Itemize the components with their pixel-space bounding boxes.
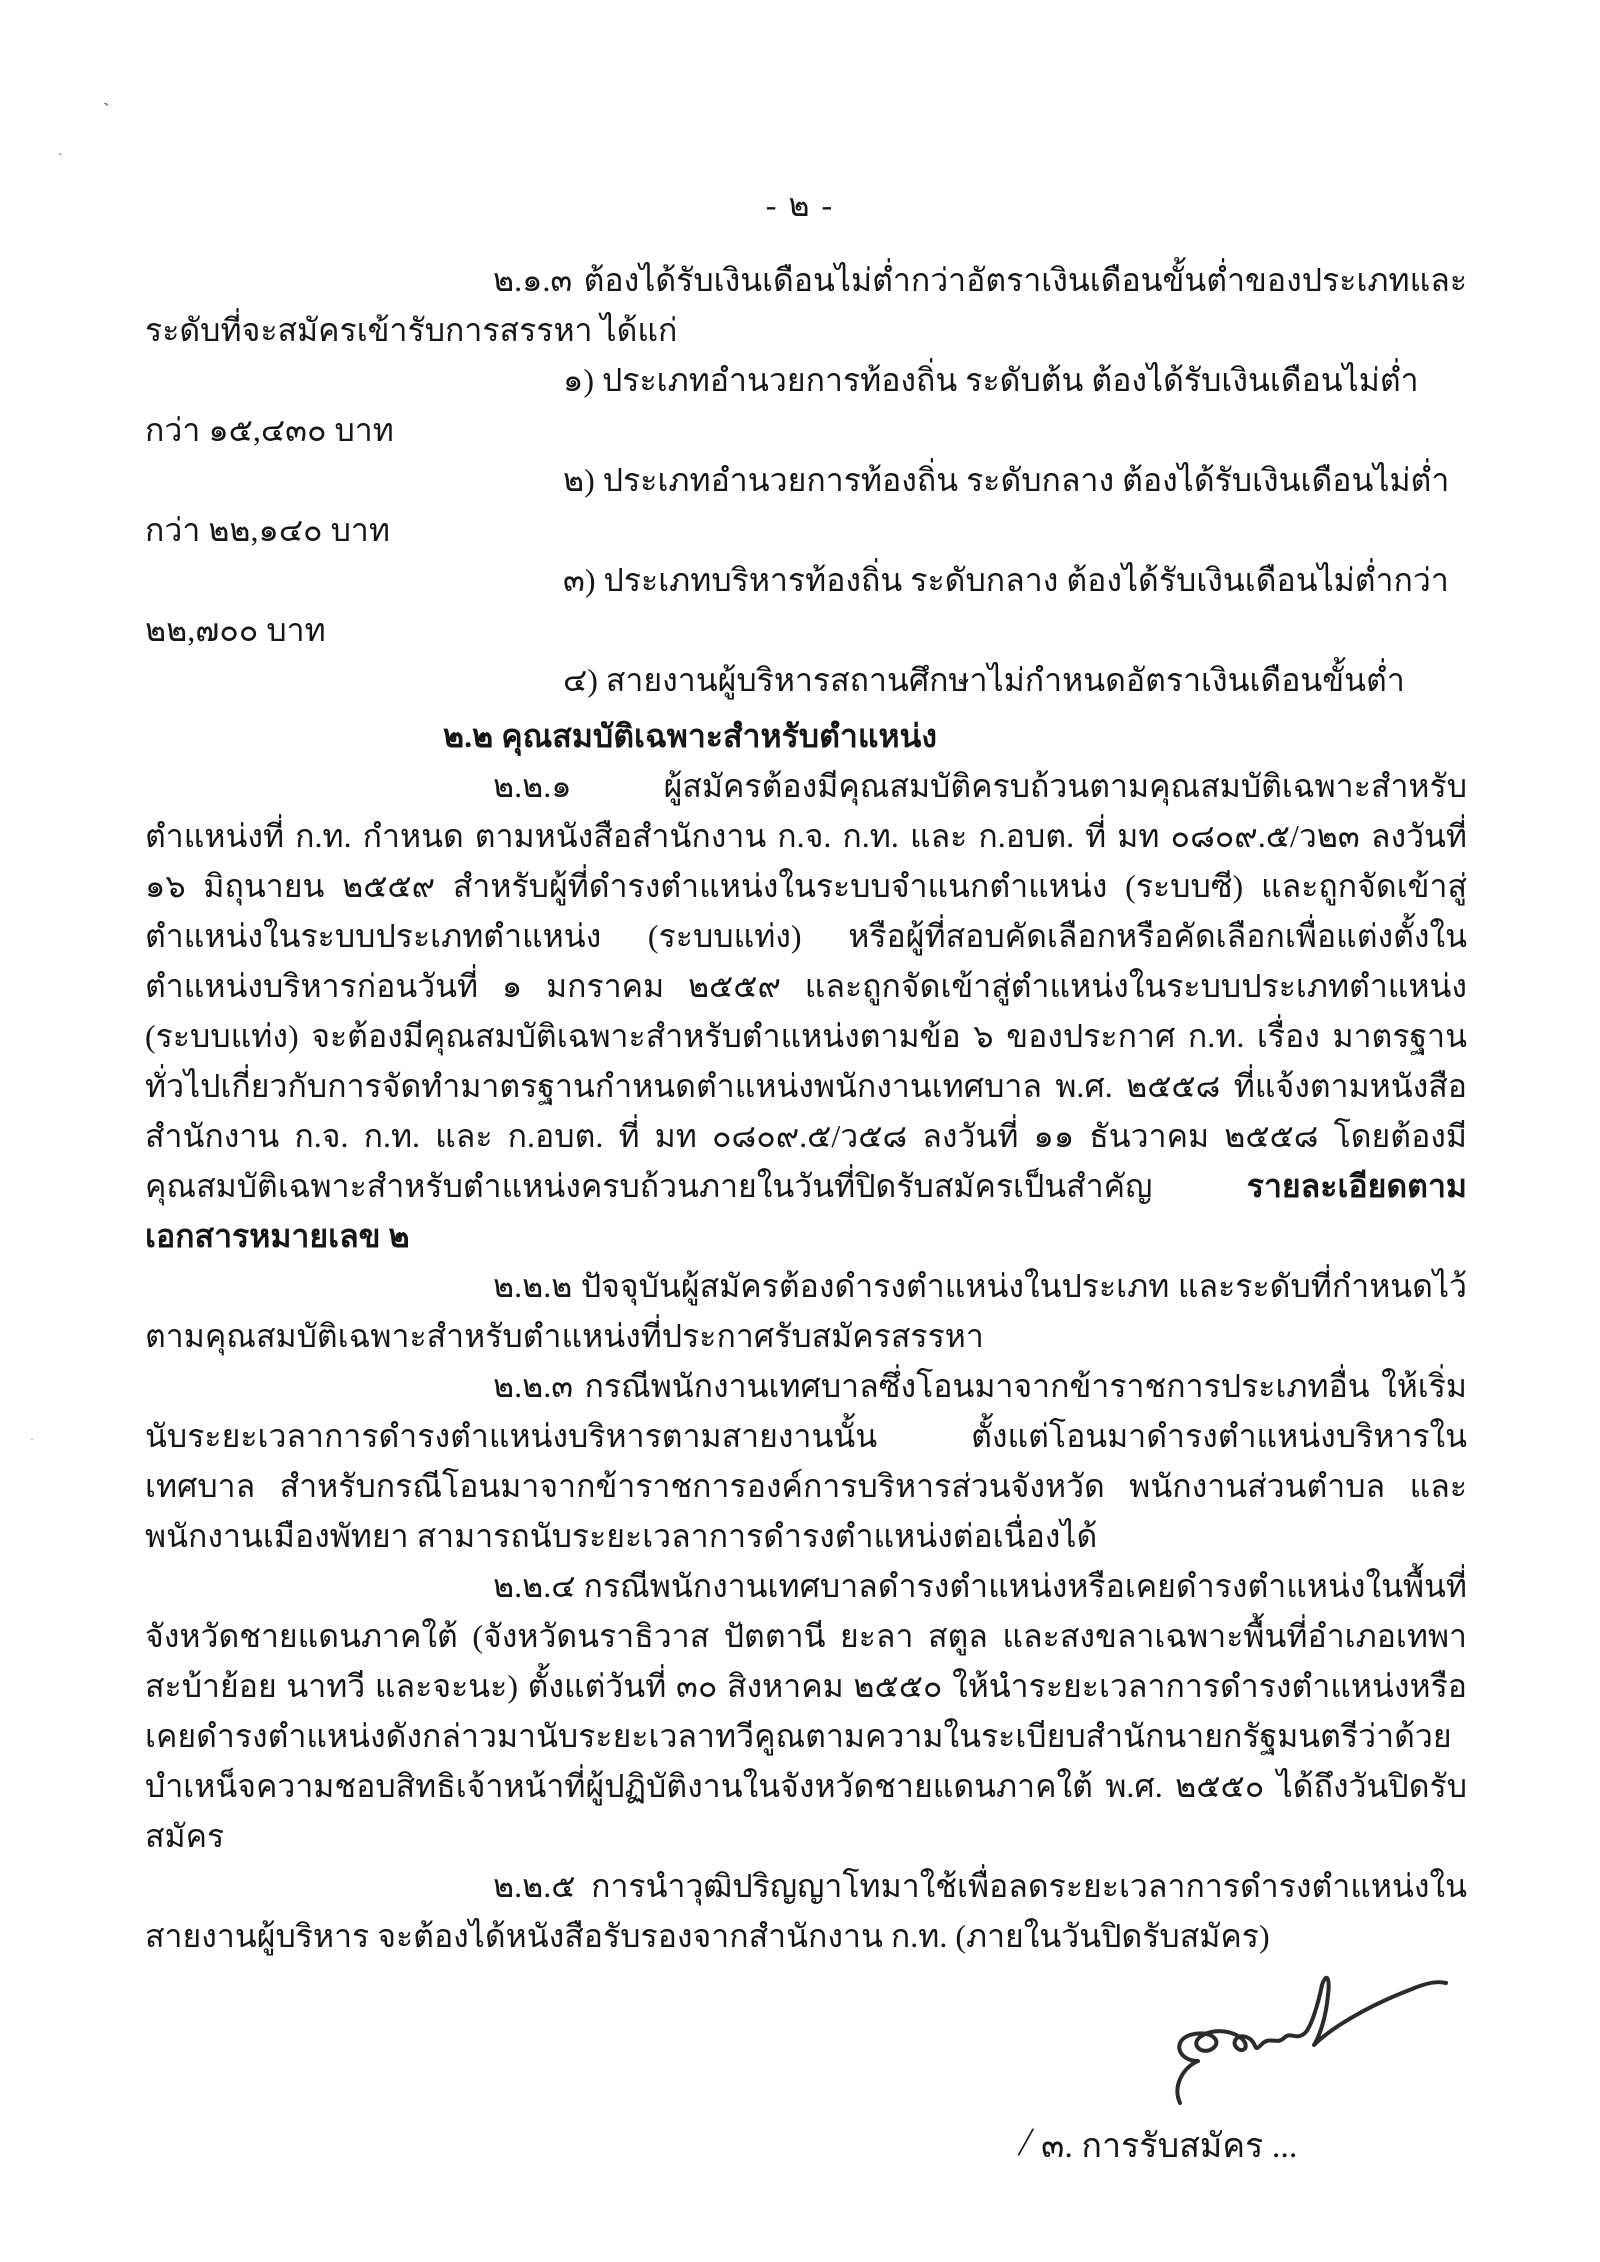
- scan-artifact: ·: [58, 148, 63, 163]
- page-number: - ๒ -: [765, 187, 835, 223]
- continuation-slash: /: [1015, 2119, 1037, 2164]
- scan-artifact: ·: [30, 1432, 34, 1446]
- section-heading-2-2: ๒.๒ คุณสมบัติเฉพาะสำหรับตำแหน่ง: [443, 718, 938, 754]
- list-item-1: ๑) ประเภทอำนวยการท้องถิ่น ระดับต้น ต้องได้รับเงินเดือนไม่ต่ำกว่า ๑๕,๔๓๐ บาท: [145, 362, 1419, 448]
- paragraph-2-2-2: ๒.๒.๒ ปัจจุบันผู้สมัครต้องดำรงตำแหน่งในประเภท และระดับที่กำหนดไว้ตามคุณสมบัติเฉพาะสำหรับตำแหน่งที่ประกาศรับสมัครสรรหา: [145, 1268, 1467, 1354]
- scan-artifact: `: [103, 100, 110, 122]
- list-item-2: ๒) ประเภทอำนวยการท้องถิ่น ระดับกลาง ต้องได้รับเงินเดือนไม่ต่ำกว่า ๒๒,๑๔๐ บาท: [145, 462, 1450, 548]
- list-item-4: ๔) สายงานผู้บริหารสถานศึกษาไม่กำหนดอัตราเงินเดือนขั้นต่ำ: [563, 662, 1405, 698]
- list-item-3: ๓) ประเภทบริหารท้องถิ่น ระดับกลาง ต้องได้รับเงินเดือนไม่ต่ำกว่า ๒๒,๗๐๐ บาท: [145, 562, 1449, 648]
- handwritten-signature-icon: [1150, 1965, 1470, 2115]
- paragraph-2-2-1-text: ๒.๒.๑ ผู้สมัครต้องมีคุณสมบัติครบถ้วนตามคุณสมบัติเฉพาะสำหรับตำแหน่งที่ ก.ท. กำหนด ตามหนังสือสำนักงาน ก.จ. ก.ท. และ ก.อบต. ที่ มท ๐๘๐๙.๕/ว๒๓ ลงวันที่ ๑๖ มิถุนายน ๒๕๕๙ สำหรับผู้ที่ดำรงตำแหน่งในระบบจำแนกตำแหน่ง (ระบบซี) และถูกจัดเข้าสู่ตำแหน่งในระบบประเภทตำแหน่ง (ระบบแท่ง) หรือผู้ที่สอบคัดเลือกหรือคัดเลือกเพื่อแต่งตั้งในตำแหน่งบริหารก่อนวันที่ ๑ มกราคม ๒๕๕๙ และถูกจัดเข้าสู่ตำแหน่งในระบบประเภทตำแหน่ง (ระบบแท่ง) จะต้องมีคุณสมบัติเฉพาะสำหรับตำแหน่งตามข้อ ๖ ของประกาศ ก.ท. เรื่อง มาตรฐานทั่วไปเกี่ยวกับการจัดทำมาตรฐานกำหนดตำแหน่งพนักงานเทศบาล พ.ศ. ๒๕๕๘ ที่แจ้งตามหนังสือสำนักงาน ก.จ. ก.ท. และ ก.อบต. ที่ มท ๐๘๐๙.๕/ว๕๘ ลงวันที่ ๑๑ ธันวาคม ๒๕๕๘ โดยต้องมีคุณสมบัติเฉพาะสำหรับตำแหน่งครบถ้วนภายในวันที่ปิดรับสมัครเป็นสำคัญ: [145, 768, 1468, 1204]
- paragraph-2-1-3: ๒.๑.๓ ต้องได้รับเงินเดือนไม่ต่ำกว่าอัตราเงินเดือนขั้นต่ำของประเภทและระดับที่จะสมัครเข้ารับการสรรหา ได้แก่: [145, 262, 1467, 348]
- paragraph-2-2-4: ๒.๒.๔ กรณีพนักงานเทศบาลดำรงตำแหน่งหรือเคยดำรงตำแหน่งในพื้นที่จังหวัดชายแดนภาคใต้ (จังหวัดนราธิวาส ปัตตานี ยะลา สตูล และสงขลาเฉพาะพื้นที่อำเภอเทพา สะบ้าย้อย นาทวี และจะนะ) ตั้งแต่วันที่ ๓๐ สิงหาคม ๒๕๕๐ ให้นำระยะเวลาการดำรงตำแหน่งหรือเคยดำรงตำแหน่งดังกล่าวมานับระยะเวลาทวีคูณตามความในระเบียบสำนักนายกรัฐมนตรีว่าด้วยบำเหน็จความชอบสิทธิเจ้าหน้าที่ผู้ปฏิบัติงานในจังหวัดชายแดนภาคใต้ พ.ศ. ๒๕๕๐ ได้ถึงวันปิดรับสมัคร: [145, 1568, 1467, 1854]
- paragraph-2-2-1: [145, 761, 1467, 1261]
- signature-area: [1150, 1965, 1470, 2115]
- continuation-note-text: ๓. การรับสมัคร ...: [1041, 2128, 1298, 2165]
- continuation-note: [1015, 2118, 1460, 2172]
- paragraph-2-2-1-bold-reference: รายละเอียดตามเอกสารหมายเลข ๒: [145, 1168, 1467, 1254]
- paragraph-2-2-3: ๒.๒.๓ กรณีพนักงานเทศบาลซึ่งโอนมาจากข้าราชการประเภทอื่น ให้เริ่มนับระยะเวลาการดำรงตำแหน่งบริหารตามสายงานนั้น ตั้งแต่โอนมาดำรงตำแหน่งบริหารในเทศบาล สำหรับกรณีโอนมาจากข้าราชการองค์การบริหารส่วนจังหวัด พนักงานส่วนตำบล และพนักงานเมืองพัทยา สามารถนับระยะเวลาการดำรงตำแหน่งต่อเนื่องได้: [145, 1368, 1467, 1554]
- document-body: [145, 255, 1467, 1961]
- paragraph-2-2-5: ๒.๒.๕ การนำวุฒิปริญญาโทมาใช้เพื่อลดระยะเวลาการดำรงตำแหน่งในสายงานผู้บริหาร จะต้องได้หนังสือรับรองจากสำนักงาน ก.ท. (ภายในวันปิดรับสมัคร): [145, 1868, 1467, 1954]
